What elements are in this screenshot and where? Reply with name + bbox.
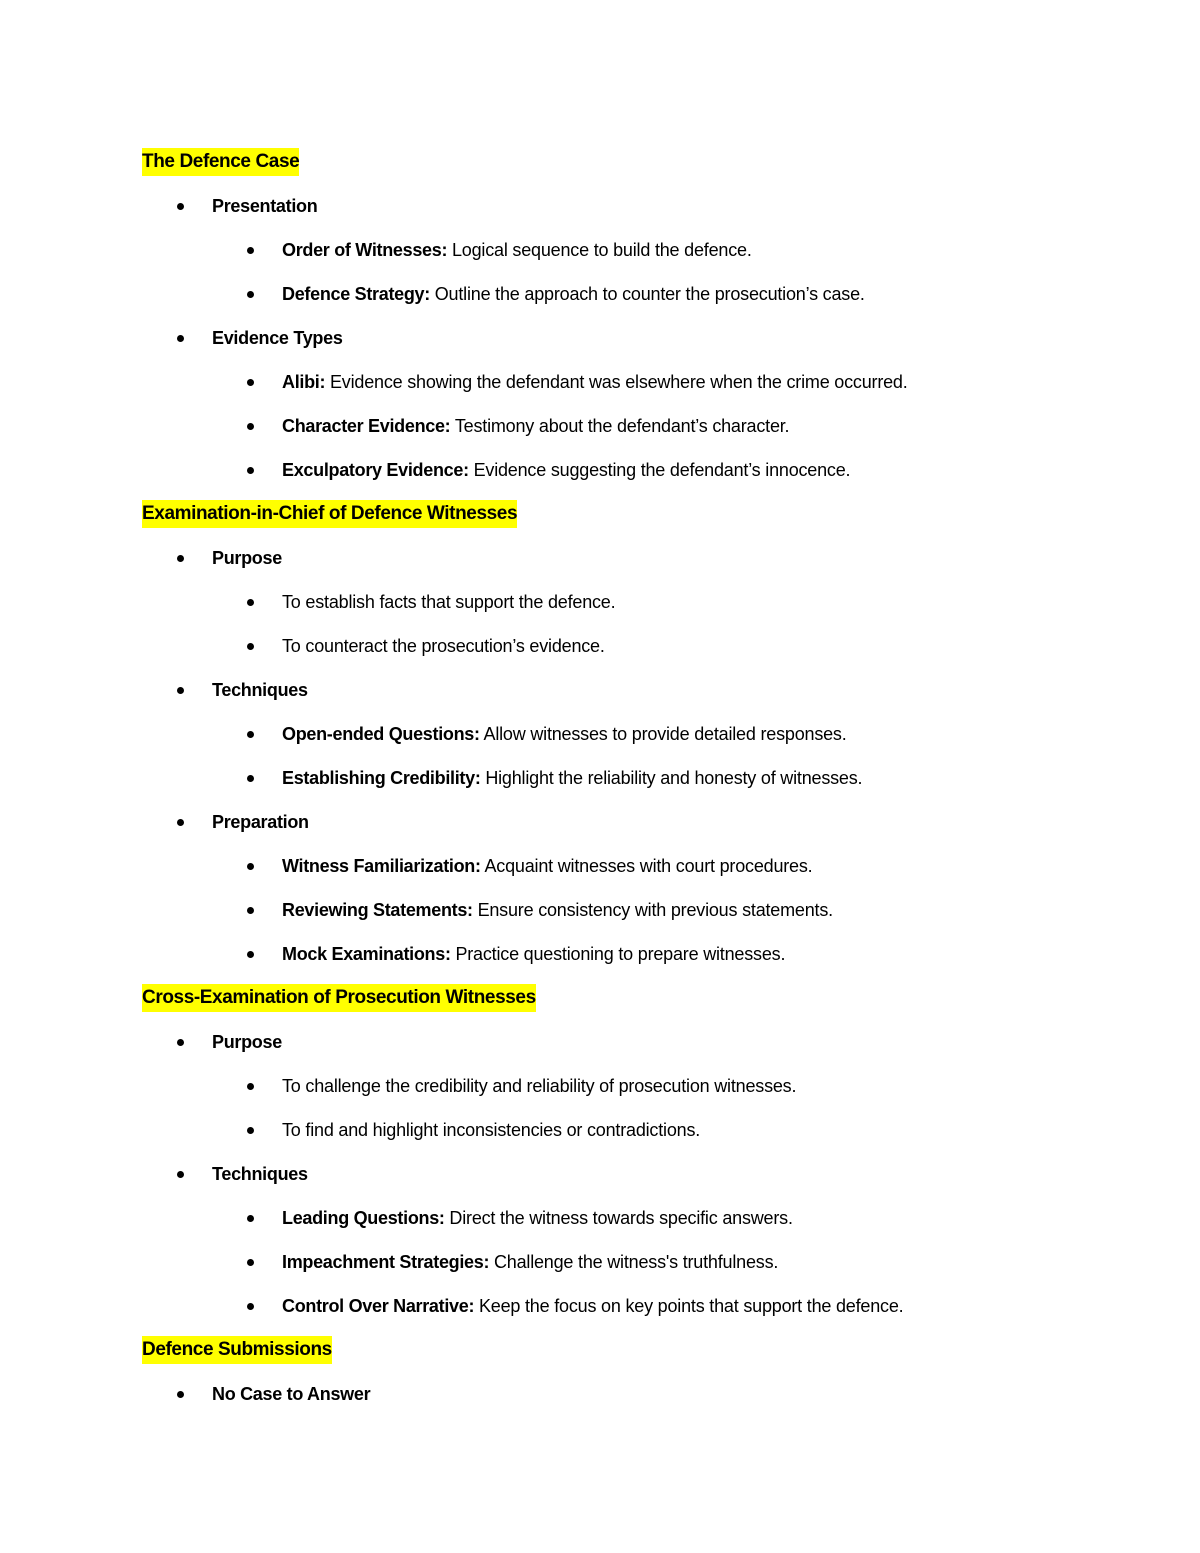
group-item (142, 536, 1102, 580)
sub-item-desc: To establish facts that support the defence. (282, 591, 616, 612)
sub-item (142, 1196, 1102, 1240)
bullet-icon (247, 951, 254, 958)
bullet-icon (177, 1039, 184, 1046)
bullet-icon (177, 335, 184, 342)
sub-item-text (282, 724, 847, 745)
sub-item-term: Witness Familiarization: (282, 855, 481, 876)
bullet-icon (247, 599, 254, 606)
section-heading: Cross-Examination of Prosecution Witnesses (142, 984, 536, 1012)
section-heading: Examination-in-Chief of Defence Witnesses (142, 500, 517, 528)
sub-item (142, 1108, 1102, 1152)
sub-item-desc: To challenge the credibility and reliability of prosecution witnesses. (282, 1075, 797, 1096)
sub-item (142, 448, 1102, 492)
sub-item (142, 580, 1102, 624)
bullet-icon (247, 467, 254, 474)
bullet-icon (247, 423, 254, 430)
sub-item-term: Exculpatory Evidence: (282, 459, 469, 480)
section-heading-line (142, 1328, 1102, 1372)
bullet-icon (177, 819, 184, 826)
bullet-icon (247, 775, 254, 782)
bullet-icon (247, 1259, 254, 1266)
sub-item-text (282, 856, 812, 877)
sub-item-desc: Logical sequence to build the defence. (447, 239, 752, 260)
section-heading-line (142, 140, 1102, 184)
group-label: Purpose (212, 547, 282, 568)
sub-item (142, 272, 1102, 316)
group-label: Preparation (212, 811, 309, 832)
bullet-icon (247, 291, 254, 298)
bullet-icon (247, 247, 254, 254)
sub-item-text (282, 900, 833, 921)
group-label: No Case to Answer (212, 1383, 371, 1404)
sub-item-desc: Testimony about the defendant’s character. (450, 415, 790, 436)
bullet-icon (247, 1303, 254, 1310)
sub-item-text (282, 1120, 700, 1141)
sub-item (142, 1064, 1102, 1108)
sub-item-desc: To find and highlight inconsistencies or contradictions. (282, 1119, 701, 1140)
sub-item (142, 844, 1102, 888)
sub-item-term: Alibi: (282, 371, 326, 392)
bullet-icon (247, 1127, 254, 1134)
bullet-icon (247, 379, 254, 386)
sub-item (142, 932, 1102, 976)
sub-item-text (282, 944, 785, 965)
sub-item-desc: Ensure consistency with previous statements. (472, 899, 833, 920)
sub-item-term: Reviewing Statements: (282, 899, 473, 920)
sub-item-term: Control Over Narrative: (282, 1295, 475, 1316)
sub-item-text (282, 460, 850, 481)
bullet-icon (177, 1171, 184, 1178)
sub-item-text (282, 240, 752, 261)
bullet-icon (177, 687, 184, 694)
sub-item-text (282, 1252, 778, 1273)
sub-item-desc: To counteract the prosecution’s evidence. (282, 635, 605, 656)
sub-item-term: Defence Strategy: (282, 283, 430, 304)
sub-item-term: Character Evidence: (282, 415, 451, 436)
bullet-icon (247, 1215, 254, 1222)
sub-item-text (282, 592, 615, 613)
group-label: Evidence Types (212, 327, 343, 348)
bullet-icon (177, 1391, 184, 1398)
section-heading: Defence Submissions (142, 1336, 332, 1364)
group-label: Techniques (212, 679, 308, 700)
group-item (142, 668, 1102, 712)
document-body (142, 140, 1102, 1416)
sub-item-term: Open-ended Questions: (282, 723, 480, 744)
sub-item-desc: Challenge the witness's truthfulness. (489, 1251, 779, 1272)
bullet-icon (247, 863, 254, 870)
sub-item (142, 1284, 1102, 1328)
sub-item (142, 360, 1102, 404)
sub-item-desc: Direct the witness towards specific answers. (444, 1207, 793, 1228)
sub-item (142, 624, 1102, 668)
section-heading-line (142, 976, 1102, 1020)
section-heading-line (142, 492, 1102, 536)
sub-item-desc: Outline the approach to counter the prosecution’s case. (429, 283, 865, 304)
sub-item (142, 756, 1102, 800)
group-label: Presentation (212, 195, 318, 216)
sub-item (142, 404, 1102, 448)
bullet-icon (247, 731, 254, 738)
sub-item (142, 228, 1102, 272)
sub-item-desc: Practice questioning to prepare witnesses. (450, 943, 786, 964)
sub-item (142, 888, 1102, 932)
sub-item-desc: Highlight the reliability and honesty of witnesses. (480, 767, 863, 788)
bullet-icon (177, 203, 184, 210)
sub-item-term: Establishing Credibility: (282, 767, 481, 788)
bullet-icon (247, 643, 254, 650)
sub-item-desc: Acquaint witnesses with court procedures. (480, 855, 813, 876)
sub-item-text (282, 768, 862, 789)
sub-item-text (282, 1076, 796, 1097)
group-item (142, 1020, 1102, 1064)
bullet-icon (247, 1083, 254, 1090)
sub-item (142, 712, 1102, 756)
sub-item-text (282, 372, 908, 393)
sub-item-desc: Keep the focus on key points that support the defence. (474, 1295, 904, 1316)
sub-item-text (282, 284, 865, 305)
group-item (142, 1152, 1102, 1196)
section-heading: The Defence Case (142, 148, 299, 176)
group-label: Techniques (212, 1163, 308, 1184)
bullet-icon (247, 907, 254, 914)
sub-item-desc: Evidence showing the defendant was elsewhere when the crime occurred. (325, 371, 908, 392)
group-item (142, 1372, 1102, 1416)
sub-item-text (282, 1208, 793, 1229)
group-item (142, 184, 1102, 228)
sub-item-term: Order of Witnesses: (282, 239, 448, 260)
group-label: Purpose (212, 1031, 282, 1052)
sub-item-term: Leading Questions: (282, 1207, 445, 1228)
sub-item-term: Impeachment Strategies: (282, 1251, 490, 1272)
group-item (142, 316, 1102, 360)
sub-item-term: Mock Examinations: (282, 943, 451, 964)
sub-item-text (282, 1296, 903, 1317)
sub-item-desc: Evidence suggesting the defendant’s innocence. (468, 459, 851, 480)
group-item (142, 800, 1102, 844)
sub-item-text (282, 636, 605, 657)
sub-item-text (282, 416, 789, 437)
bullet-icon (177, 555, 184, 562)
sub-item (142, 1240, 1102, 1284)
sub-item-desc: Allow witnesses to provide detailed responses. (479, 723, 847, 744)
